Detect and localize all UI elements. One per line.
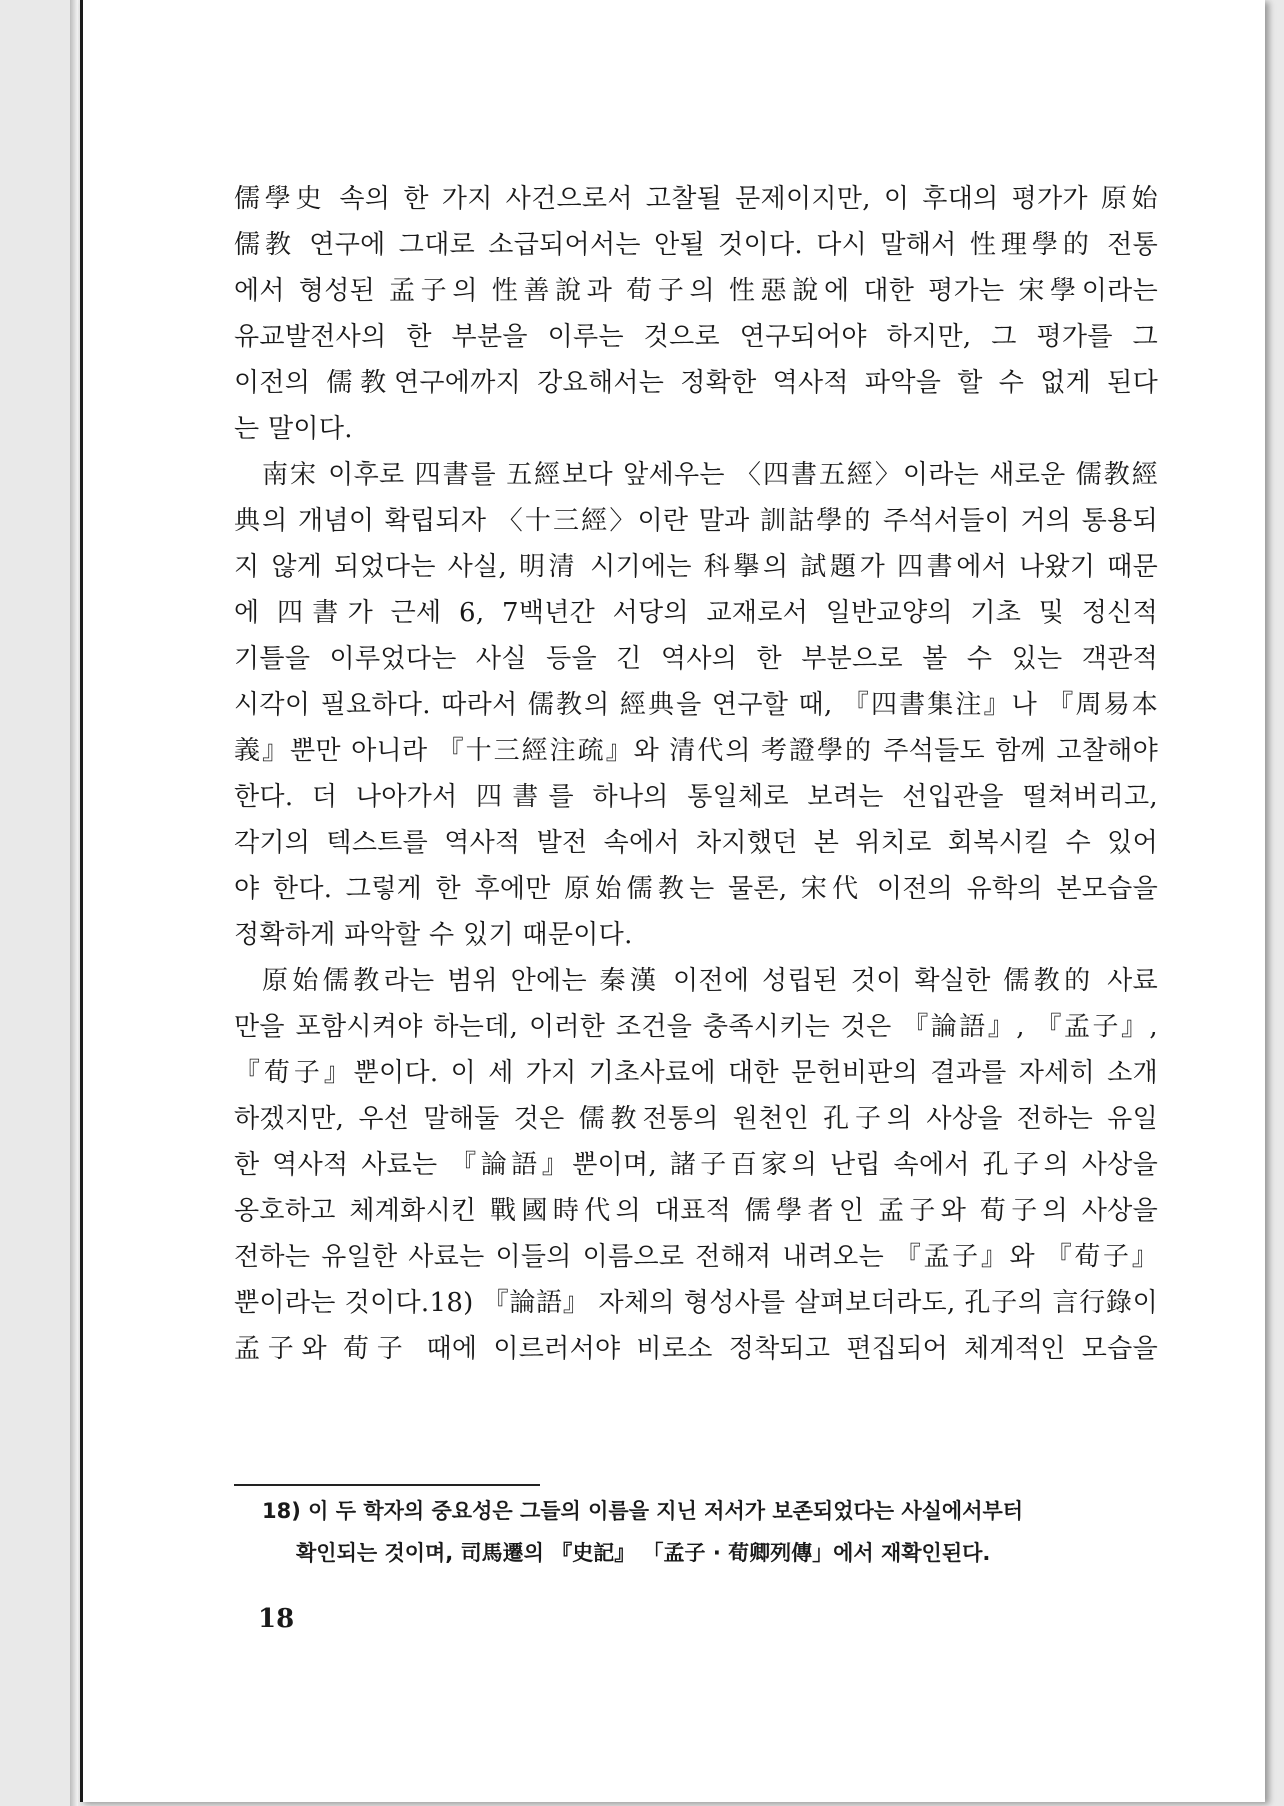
book-gutter (70, 0, 78, 1806)
body-line: 에서 형성된 孟子의 性善說과 荀子의 性惡說에 대한 평가는 宋學이라는 (234, 276, 1158, 306)
body-line: 한 역사적 사료는 『論語』뿐이며, 諸子百家의 난립 속에서 孔子의 사상을 (234, 1150, 1158, 1180)
body-line: 뿐이라는 것이다.18) 『論語』 자체의 형성사를 살펴보더라도, 孔子의 言行錄이 (234, 1288, 1158, 1318)
page-number: 18 (258, 1604, 295, 1634)
body-line: 儒學史 속의 한 가지 사건으로서 고찰될 문제이지만, 이 후대의 평가가 原始 (234, 184, 1158, 214)
body-line: 옹호하고 체계화시킨 戰國時代의 대표적 儒學者인 孟子와 荀子의 사상을 (234, 1196, 1158, 1226)
paragraph-start-line: 原始儒教라는 범위 안에는 秦漢 이전에 성립된 것이 확실한 儒教的 사료 (262, 966, 1158, 996)
body-line: 한다. 더 나아가서 四書를 하나의 통일체로 보려는 선입관을 떨쳐버리고, (234, 782, 1158, 812)
body-line: 에 四書가 근세 6, 7백년간 서당의 교재로서 일반교양의 기초 및 정신적 (234, 598, 1158, 628)
body-line: 는 말이다. (234, 414, 353, 444)
body-line: 야 한다. 그렇게 한 후에만 原始儒教는 물론, 宋代 이전의 유학의 본모습을 (234, 874, 1158, 904)
body-line: 기틀을 이루었다는 사실 등을 긴 역사의 한 부분으로 볼 수 있는 객관적 (234, 644, 1158, 674)
body-line: 典의 개념이 확립되자 〈十三經〉이란 말과 訓詁學的 주석서들이 거의 통용되 (234, 506, 1158, 536)
footnotes (262, 1490, 1158, 1574)
body-line: 만을 포함시켜야 하는데, 이러한 조건을 충족시키는 것은 『論語』, 『孟子』, (234, 1012, 1158, 1042)
body-line: 『荀子』뿐이다. 이 세 가지 기초사료에 대한 문헌비판의 결과를 자세히 소개 (234, 1058, 1158, 1088)
body-line: 정확하게 파악할 수 있기 때문이다. (234, 920, 633, 950)
body-line: 각기의 텍스트를 역사적 발전 속에서 차지했던 본 위치로 회복시킬 수 있어 (234, 828, 1158, 858)
body-line: 지 않게 되었다는 사실, 明清 시기에는 科擧의 試題가 四書에서 나왔기 때문 (234, 552, 1158, 582)
body-text (234, 176, 1158, 1372)
footnote-line: 18) 이 두 학자의 중요성은 그들의 이름을 지닌 저서가 보존되었다는 사실에서부터 (262, 1499, 1024, 1523)
body-line: 전하는 유일한 사료는 이들의 이름으로 전해져 내려오는 『孟子』와 『荀子』 (234, 1242, 1158, 1272)
paragraph-start-line: 南宋 이후로 四書를 五經보다 앞세우는 〈四書五經〉이라는 새로운 儒教經 (262, 460, 1158, 490)
body-line: 유교발전사의 한 부분을 이루는 것으로 연구되어야 하지만, 그 평가를 그 (234, 322, 1158, 352)
body-line: 義』뿐만 아니라 『十三經注疏』와 清代의 考證學的 주석들도 함께 고찰해야 (234, 736, 1158, 766)
footnote-divider (234, 1484, 540, 1486)
body-line: 시각이 필요하다. 따라서 儒教의 經典을 연구할 때, 『四書集注』나 『周易本 (234, 690, 1158, 720)
body-line: 儒教 연구에 그대로 소급되어서는 안될 것이다. 다시 말해서 性理學的 전통 (234, 230, 1158, 260)
body-line: 이전의 儒教연구에까지 강요해서는 정확한 역사적 파악을 할 수 없게 된다 (234, 368, 1158, 398)
body-line: 하겠지만, 우선 말해둘 것은 儒教전통의 원천인 孔子의 사상을 전하는 유일 (234, 1104, 1158, 1134)
footnote-line: 확인되는 것이며, 司馬遷의 『史記』 「孟子 · 荀卿列傳」에서 재확인된다. (296, 1541, 991, 1565)
body-line: 孟子와 荀子 때에 이르러서야 비로소 정착되고 편집되어 체계적인 모습을 (234, 1334, 1158, 1364)
